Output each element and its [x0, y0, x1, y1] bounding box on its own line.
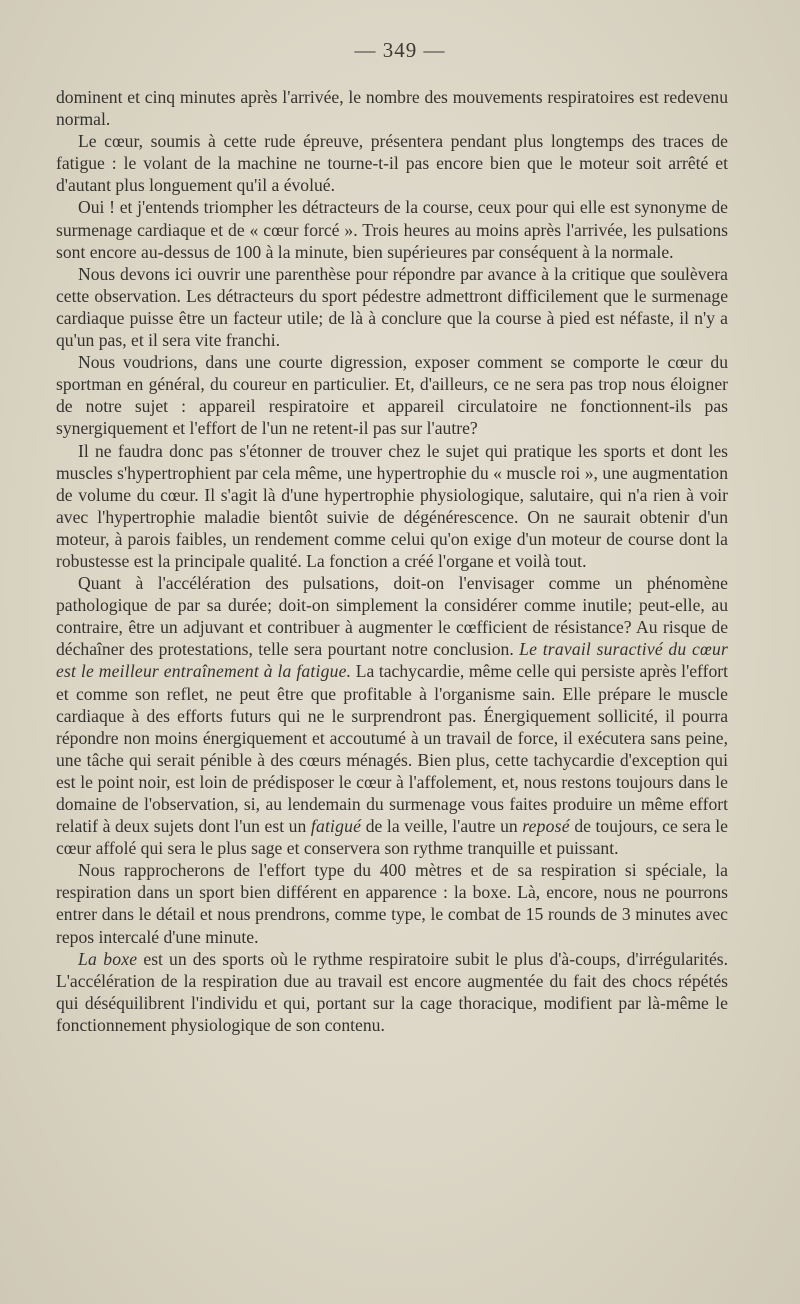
paragraph-5: Nous voudrions, dans une courte digression, exposer comment se comporte le cœur du sportman en général, du coureur en particulier. Et, d'ailleurs, ce ne sera pas trop nous éloigner de notre sujet : appareil respiratoire et appareil circulatoire ne fonctionnent-ils pas synergiquement et l'effort de l'un ne retent-il pas sur l'autre? [56, 352, 728, 439]
p7-italic-repose: reposé [522, 816, 570, 837]
paragraph-2: Le cœur, soumis à cette rude épreuve, présentera pendant plus longtemps des traces de fatigue : le volant de la machine ne tourne-t-il pas encore bien que le moteur soit arrêté et d'autant plus longuement qu'il a évolué. [56, 131, 728, 196]
paragraph-7 [56, 572, 728, 859]
paragraph-4: Nous devons ici ouvrir une parenthèse pour répondre par avance à la critique que soulèvera cette observation. Les détracteurs du sport pédestre admettront difficilement que le surmenage cardiaque puisse être un facteur utile; de là à conclure que la course à pied est néfaste, il n'y a qu'un pas, et il sera vite franchi. [56, 263, 728, 351]
body-text [56, 86, 728, 1036]
p7-text-1: Quant à l'accélération des pulsations, doit-on l'envisager comme un phénomène pathologique de par sa durée; doit-on simplement la considérer comme inutile; peut-elle, au contraire, être un adjuvant et contribuer à augmenter le cœfficient de résistance? Au risque de déchaîner des protestations, telle sera pourtant notre conclusion. [56, 573, 728, 660]
paragraph-8: Nous rapprocherons de l'effort type du 400 mètres et de sa respiration si spéciale, la respiration dans un sport bien différent en apparence : la boxe. Là, encore, nous ne pourrons entrer dans le détail et nous prendrons, comme type, le combat de 15 rounds de 3 minutes avec repos intercalé d'une minute. [56, 860, 728, 947]
p9-text: est un des sports où le rythme respiratoire subit le plus d'à-coups, d'irrégularités. L'accélération de la respiration due au travail est encore augmentée du fait des chocs répétés qui déséquilibrent l'individu et qui, portant sur la cage thoracique, modifient par là-même le fonctionnement physiologique de son contenu. [56, 948, 728, 1035]
paragraph-9 [56, 948, 728, 1036]
paragraph-6: Il ne faudra donc pas s'étonner de trouver chez le sujet qui pratique les sports et dont les muscles s'hypertrophient par cela même, une hypertrophie du « muscle roi », une augmentation de volume du cœur. Il s'agit là d'une hypertrophie physiologique, salutaire, qui n'a rien à voir avec l'hypertrophie maladie bientôt suivie de dégénérescence. On ne saurait obtenir d'un moteur, à parois faibles, un rendement comme celui qu'on exige d'un moteur de course dont la robustesse est la principale qualité. La fonction a créé l'organe et voilà tout. [56, 440, 728, 571]
p7-text-4: de toujours, ce sera le cœur affolé qui sera le plus sage et conservera son rythme tranquille et puissant. [56, 816, 728, 859]
p7-text-2: La tachycardie, même celle qui persiste après l'effort et comme son reflet, ne peut être que profitable à l'organisme sain. Elle prépare le muscle cardiaque à des efforts futurs qui ne le surprendront pas. Énergiquement sollicité, il pourra répondre non moins énergiquement et accoutumé à un travail de force, il exécutera sans peine, une tâche qui serait pénible à des cœurs ménagés. Bien plus, cette tachycardie d'exception qui est le point noir, est loin de prédisposer le cœur à l'affolement, et, nous restons toujours dans le domaine de l'observation, si, au lendemain du surmenage vous faites produire un même effort relatif à deux sujets dont l'un est un [56, 661, 728, 837]
p7-italic-thesis: Le travail suractivé du cœur est le meilleur entraînement à la fatigue. [56, 639, 728, 682]
p7-text-3: de la veille, l'autre un [361, 816, 523, 837]
p9-italic-boxe: La boxe [78, 948, 138, 969]
paragraph-1: dominent et cinq minutes après l'arrivée, le nombre des mouvements respiratoires est redevenu normal. [56, 87, 728, 130]
paragraph-3: Oui ! et j'entends triompher les détracteurs de la course, ceux pour qui elle est synonyme de surmenage cardiaque et de « cœur forcé ». Trois heures au moins après l'arrivée, les pulsations sont encore au-dessus de 100 à la minute, bien supérieures par conséquent à la normale. [56, 197, 728, 262]
page-number: — 349 — [354, 38, 446, 62]
p7-italic-fatigue: fatigué [310, 816, 362, 837]
